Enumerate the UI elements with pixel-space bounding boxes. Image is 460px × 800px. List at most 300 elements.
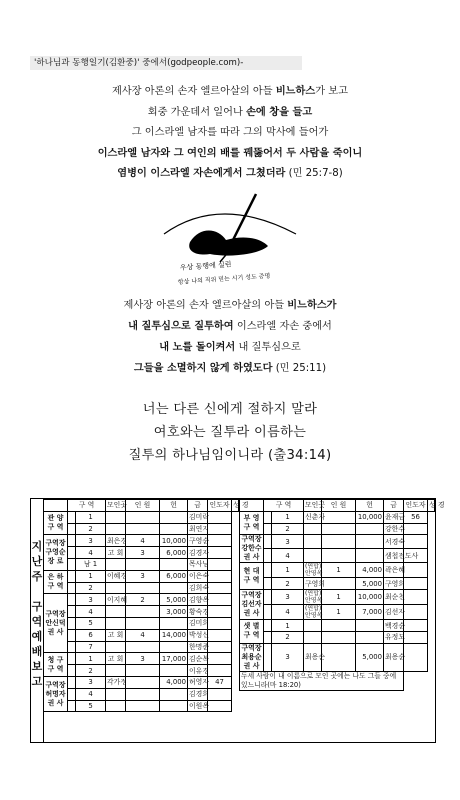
table-cell: 3: [126, 653, 160, 665]
row-spacer: [68, 594, 76, 606]
table-cell: 2: [76, 665, 106, 677]
table-row: [240, 605, 435, 620]
side-label-char: 구: [31, 600, 43, 613]
table-cell: [208, 641, 232, 653]
table-row: [240, 549, 435, 563]
table-cell: 1: [76, 653, 106, 665]
table-cell: 3: [76, 594, 106, 606]
table-row: [44, 606, 239, 618]
table-row: [44, 617, 239, 629]
table-cell: 1: [272, 620, 304, 632]
column-header: 금: [188, 500, 208, 512]
table-cell: [404, 563, 428, 578]
group-label: 현 대 구 역: [240, 563, 264, 590]
row-spacer: [264, 631, 272, 643]
table-cell: [106, 511, 126, 523]
table-cell: 4,000: [160, 676, 188, 688]
verse-text: (민 25:7-8): [285, 168, 343, 179]
table-cell: 4,000: [356, 563, 384, 578]
table-cell: [404, 590, 428, 605]
column-header: 헌: [160, 500, 188, 512]
column-header: 성 경: [429, 501, 445, 510]
table-cell: [208, 535, 232, 547]
table-cell: 김미락: [189, 513, 209, 522]
table-cell: 유정모: [385, 633, 405, 642]
source-citation: '하나님과 동행일기(김환중)' 중에서(godpeople.com)-: [30, 56, 302, 70]
table-row: [240, 578, 435, 590]
table-cell: 김선자: [384, 605, 404, 620]
table-cell: [322, 535, 356, 549]
table-cell: [208, 511, 232, 523]
table-cell: 이혜경: [107, 572, 127, 581]
table-cell: 6,000: [160, 570, 188, 582]
table-cell: 샘첩전도사: [384, 549, 404, 563]
table-cell: 최은경: [107, 536, 127, 545]
table-cell: [126, 676, 160, 688]
table-cell: [322, 631, 356, 643]
verse2-line: [0, 317, 460, 332]
table-cell: 4: [126, 535, 160, 547]
verse2-line: [0, 359, 460, 374]
table-cell: [208, 629, 232, 641]
row-spacer: [264, 578, 272, 590]
table-row: [44, 523, 239, 535]
table-cell: 남 1: [76, 558, 106, 570]
verse-text: 가 보고: [315, 86, 348, 97]
illustration-caption-2: 항상 나의 직위 믿는 시기 성도 증명: [177, 272, 271, 286]
table-row: [44, 641, 239, 653]
scripture-line-3: 질투의 하나님임이니라 (출34:14): [128, 448, 332, 463]
table-cell: 김향옥: [189, 595, 209, 604]
side-label-char: 예: [31, 630, 43, 643]
table-cell: 김경희: [189, 690, 209, 699]
side-label-char: 지: [31, 540, 43, 553]
table-cell: 황숙경: [189, 607, 209, 616]
row-spacer: [68, 700, 76, 712]
verse2-line: [0, 296, 460, 311]
verse-text: 이스라엘 자손 중에서: [233, 321, 332, 332]
row-spacer: [68, 523, 76, 535]
table-cell: 5: [76, 617, 106, 629]
table-row: [240, 511, 435, 523]
table-cell: 구영희: [305, 579, 325, 588]
row-spacer: [68, 558, 76, 570]
table-row: [44, 582, 239, 594]
row-spacer: [68, 606, 76, 618]
table-cell: [304, 620, 322, 632]
column-header: 금: [384, 500, 404, 512]
header-blank: [44, 500, 68, 512]
scripture-line-1: 너는 다른 신에게 절하지 말라: [142, 402, 318, 417]
group-label: 구역장 강한수 권 사: [240, 535, 264, 563]
table-cell: 2: [76, 582, 106, 594]
table-cell: 7: [76, 641, 106, 653]
table-cell: 3: [76, 535, 106, 547]
table-cell: 서경숙: [384, 535, 404, 549]
header-blank: [240, 500, 264, 512]
table-row: [44, 688, 239, 700]
table-cell: [160, 688, 188, 700]
table-cell: [208, 594, 232, 606]
table-cell: 6,000: [160, 547, 188, 559]
table-cell: [356, 535, 384, 549]
table-row: [44, 653, 239, 665]
row-spacer: [68, 617, 76, 629]
illustration-figure: [160, 192, 300, 292]
group-label: 은 하 구 역: [44, 570, 68, 594]
table-cell: (연합) 안영옥: [305, 590, 323, 605]
table-cell: [356, 549, 384, 563]
table-cell: 4: [272, 605, 304, 620]
side-label-char: 배: [31, 645, 43, 658]
table-cell: [208, 582, 232, 594]
table-cell: 김순복: [189, 654, 209, 663]
column-header: 인 원: [322, 500, 356, 512]
header-row: [240, 500, 435, 512]
table-cell: [126, 523, 160, 535]
verse-text: 회중 가운데서 일어나: [147, 106, 247, 118]
verse-emphasis: 비느하스가: [287, 300, 337, 311]
illustration-caption-1: 우상 동행에 실린: [179, 260, 232, 272]
table-cell: [404, 523, 428, 535]
side-label-char: 역: [31, 615, 43, 628]
row-spacer: [68, 653, 76, 665]
row-spacer: [68, 629, 76, 641]
table-cell: 17,000: [160, 653, 188, 665]
verse-text: 내 질투심으로: [235, 342, 301, 353]
row-spacer: [68, 582, 76, 594]
table-cell: [356, 523, 384, 535]
table-cell: [208, 523, 232, 535]
table-cell: [106, 558, 126, 570]
table-cell: 2: [272, 631, 304, 643]
verse1-line: [0, 103, 460, 118]
table-cell: 4: [76, 688, 106, 700]
table-cell: [322, 643, 356, 671]
table-cell: 이유경: [189, 666, 209, 675]
table-cell: [106, 582, 126, 594]
side-label-char: 고: [31, 675, 43, 688]
table-cell: [304, 631, 322, 643]
note-cell: 두세 사람이 내 이름으로 모인 곳에는 나도 그들 중에 있느니라(마 18:20): [240, 671, 404, 690]
table-cell: [322, 620, 356, 632]
table-row: [44, 535, 239, 547]
table-cell: [126, 511, 160, 523]
table-cell: [356, 620, 384, 632]
verse-text: 제사장 아론의 손자 엘르아살의 아들: [123, 300, 288, 311]
table-cell: [304, 535, 322, 549]
side-label-char: 보: [31, 660, 43, 673]
table-cell: [160, 641, 188, 653]
table-cell: [356, 631, 384, 643]
table-row: [240, 643, 435, 671]
table-cell: 허영자: [189, 678, 209, 687]
table-cell: 최용순: [384, 643, 404, 671]
note-row: [240, 671, 435, 690]
table-row: [240, 523, 435, 535]
scripture-line-2: 여호와는 질투라 이름하는: [153, 425, 307, 440]
verse-emphasis: 이스라엘 남자와 그 여인의 배를 꿰뚫어서 두 사람을 죽이니: [97, 147, 363, 159]
table-cell: 구영희: [385, 579, 405, 588]
row-spacer: [264, 605, 272, 620]
table-cell: 곽은혜: [384, 563, 404, 578]
table-cell: [106, 617, 126, 629]
table-cell: 1: [272, 511, 304, 523]
row-spacer: [264, 643, 272, 671]
table-cell: [208, 617, 232, 629]
table-cell: [160, 700, 188, 712]
table-cell: 이원옥: [189, 701, 209, 710]
table-cell: 최순천: [384, 590, 404, 605]
verse-text: (민 25:11): [272, 363, 327, 374]
table-cell: [404, 535, 428, 549]
table-cell: [404, 620, 428, 632]
table-cell: 1: [322, 590, 356, 605]
row-spacer: [264, 620, 272, 632]
group-label: 구역장 최용순 권 사: [240, 643, 264, 671]
table-cell: 1: [76, 570, 106, 582]
row-spacer: [68, 535, 76, 547]
group-label: 구역장 구영순 장 로: [44, 535, 68, 570]
table-cell: 6: [76, 629, 106, 641]
row-spacer: [68, 665, 76, 677]
table-cell: 3: [272, 590, 304, 605]
table-cell: 1: [322, 605, 356, 620]
table-row: [240, 620, 435, 632]
table-cell: 3,000: [160, 606, 188, 618]
table-cell: 3: [126, 570, 160, 582]
table-cell: [322, 578, 356, 590]
table-cell: 5,000: [160, 594, 188, 606]
verse-text: 제사장 아론의 손자 엘르아살의 아들: [112, 86, 276, 97]
table-cell: 신춘자: [305, 513, 325, 522]
table-cell: 고 회: [106, 653, 126, 665]
table-cell: 고 회: [106, 547, 126, 559]
table-row: [44, 700, 239, 712]
row-spacer: [68, 547, 76, 559]
table-cell: [160, 617, 188, 629]
group-label: 부 영 구 역: [240, 511, 264, 535]
table-cell: [322, 523, 356, 535]
row-spacer: [68, 688, 76, 700]
table-cell: [404, 643, 428, 671]
table-cell: [106, 665, 126, 677]
table-row: [240, 590, 435, 605]
table-cell: [126, 606, 160, 618]
table-cell: 백경순: [385, 621, 405, 630]
table-cell: [322, 549, 356, 563]
row-spacer: [264, 563, 272, 578]
table-cell: 3: [76, 676, 106, 688]
table-cell: [126, 665, 160, 677]
column-header: 구 역: [264, 500, 304, 512]
table-cell: 5,000: [356, 643, 384, 671]
table-cell: [208, 570, 232, 582]
verse-emphasis: 내 질투심으로 질투하여: [128, 321, 234, 332]
table-cell: [126, 558, 160, 570]
table-cell: [106, 700, 126, 712]
column-header: 인도자: [208, 500, 232, 512]
table-cell: 10,000: [356, 511, 384, 523]
table-cell: [126, 617, 160, 629]
verse2-line: [0, 338, 460, 353]
table-cell: 2: [272, 578, 304, 590]
table-row: [240, 535, 435, 549]
row-spacer: [68, 641, 76, 653]
verse-emphasis: 비느하스: [275, 86, 316, 97]
row-spacer: [264, 549, 272, 563]
table-cell: [208, 547, 232, 559]
table-cell: 강한수: [385, 524, 405, 533]
table-cell: [208, 665, 232, 677]
table-cell: 한명준: [189, 642, 209, 651]
side-label-char: 주: [31, 570, 43, 583]
table-cell: 14,000: [160, 629, 188, 641]
table-cell: 윤재금: [385, 513, 405, 522]
table-cell: [208, 606, 232, 618]
table-cell: 1: [272, 563, 304, 578]
table-cell: [160, 665, 188, 677]
verse-text: 그 이스라엘 남자를 따라 그의 막사에 들어가: [131, 127, 329, 138]
verse-emphasis: 그들을 소멸하지 않게 하였도다: [133, 363, 273, 374]
table-row: [44, 665, 239, 677]
verse1-line: [0, 82, 460, 97]
table-cell: [322, 511, 356, 523]
table-cell: 3: [126, 547, 160, 559]
table-cell: 5,000: [356, 578, 384, 590]
column-header: 인도자: [404, 500, 428, 512]
group-label: 구역장 김선자 권 사: [240, 590, 264, 620]
table-cell: [160, 523, 188, 535]
table-cell: [160, 558, 188, 570]
table-cell: [404, 631, 428, 643]
group-label: 샛 별 구 역: [240, 620, 264, 644]
table-cell: [160, 582, 188, 594]
row-spacer: [264, 590, 272, 605]
table-cell: 김경자: [189, 548, 209, 557]
table-cell: [126, 700, 160, 712]
table-cell: 56: [404, 511, 428, 523]
table-cell: [208, 653, 232, 665]
table-cell: 5: [76, 700, 106, 712]
table-cell: 고 회: [106, 629, 126, 641]
left-report-table: [43, 499, 249, 712]
column-header: 모인곳: [305, 501, 325, 510]
table-cell: [126, 688, 160, 700]
table-cell: 4: [76, 547, 106, 559]
table-row: [240, 563, 435, 578]
table-row: [44, 511, 239, 523]
table-cell: [106, 523, 126, 535]
table-cell: 2: [272, 523, 304, 535]
verse1-line: [0, 164, 460, 179]
table-cell: 김희숙: [189, 583, 209, 592]
table-row: [44, 629, 239, 641]
group-label: 관 양 구 역: [44, 511, 68, 535]
table-cell: [208, 558, 232, 570]
row-spacer: [68, 570, 76, 582]
table-row: [44, 676, 239, 688]
table-cell: [106, 606, 126, 618]
column-header: 모인곳: [107, 501, 127, 510]
table-row: [44, 547, 239, 559]
verse-emphasis: 염병이 이스라엘 자손에게서 그쳤더라: [117, 168, 286, 179]
table-row: [44, 558, 239, 570]
column-header: 헌: [356, 500, 384, 512]
table-cell: 각가정: [107, 678, 127, 687]
table-cell: [208, 700, 232, 712]
verse-emphasis: 손에 창을 들고: [246, 106, 313, 118]
table-cell: [304, 549, 322, 563]
table-cell: 2: [126, 594, 160, 606]
group-label: 구역장 허명자 권 사: [44, 676, 68, 711]
table-cell: 최연지: [189, 524, 209, 533]
table-cell: 10,000: [160, 535, 188, 547]
verse1-line: [0, 144, 460, 159]
row-spacer: [68, 511, 76, 523]
table-cell: [160, 511, 188, 523]
table-cell: 2: [76, 523, 106, 535]
table-cell: [208, 688, 232, 700]
table-cell: [126, 582, 160, 594]
table-row: [44, 594, 239, 606]
table-cell: 목사님: [189, 560, 209, 569]
column-header: 성 경: [233, 501, 249, 510]
row-spacer: [264, 511, 272, 523]
table-cell: [404, 578, 428, 590]
table-cell: [404, 605, 428, 620]
header-row: [44, 500, 239, 512]
table-cell: 김미희: [189, 619, 209, 628]
table-cell: 4: [126, 629, 160, 641]
column-header: 인 원: [126, 500, 160, 512]
table-cell: 이은숙: [189, 572, 209, 581]
right-report-table: [239, 499, 445, 691]
table-row: [240, 631, 435, 643]
verse1-line: [0, 123, 460, 138]
table-cell: 1: [76, 511, 106, 523]
table-cell: 3: [272, 643, 304, 671]
table-cell: [106, 688, 126, 700]
table-cell: 최용순: [304, 643, 322, 671]
table-cell: 47: [208, 676, 232, 688]
table-cell: 구영순: [189, 536, 209, 545]
table-cell: [106, 641, 126, 653]
table-cell: [304, 523, 322, 535]
table-cell: (연합) 안영옥: [305, 563, 323, 578]
table-cell: 3: [272, 535, 304, 549]
row-spacer: [68, 676, 76, 688]
verse-emphasis: 내 노를 돌이켜서: [159, 342, 236, 353]
table-row: [44, 570, 239, 582]
group-label: 청 구 구 역: [44, 653, 68, 677]
row-spacer: [264, 535, 272, 549]
group-label: 구역장 안신덕 권 사: [44, 594, 68, 653]
table-cell: [126, 641, 160, 653]
row-spacer: [264, 523, 272, 535]
table-cell: 10,000: [356, 590, 384, 605]
table-cell: 4: [76, 606, 106, 618]
table-cell: 이지혜: [107, 595, 127, 604]
table-cell: 4: [272, 549, 304, 563]
table-cell: 7,000: [356, 605, 384, 620]
table-cell: 1: [322, 563, 356, 578]
table-cell: 박성신: [189, 631, 209, 640]
cell-group-report: [30, 498, 445, 743]
column-header: 구 역: [68, 500, 106, 512]
table-cell: (연합) 안영옥: [305, 605, 323, 620]
side-label-char: 난: [31, 555, 43, 568]
